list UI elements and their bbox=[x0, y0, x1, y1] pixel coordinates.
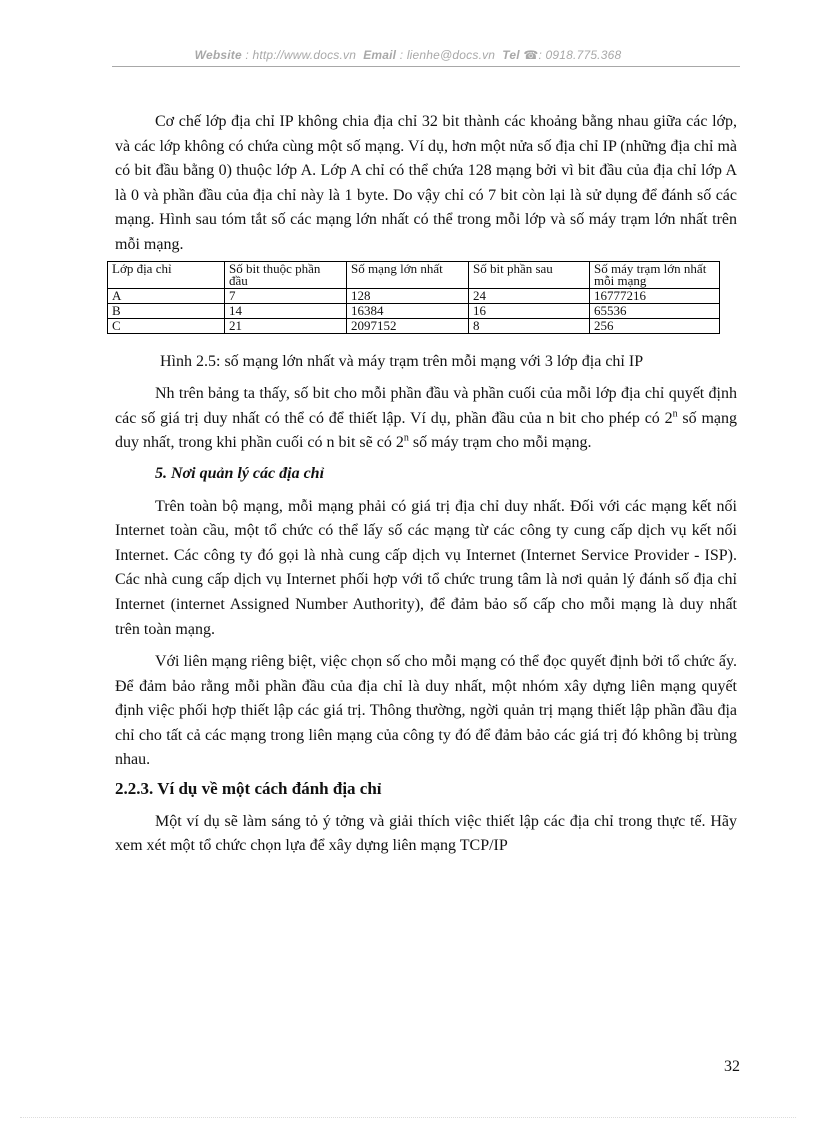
table-cell: 16384 bbox=[347, 303, 469, 318]
table-cell: 7 bbox=[225, 288, 347, 303]
table-cell: 65536 bbox=[590, 303, 720, 318]
table-header-cell: Số máy trạm lớn nhất mỗi mạng bbox=[590, 261, 720, 288]
exponent: n bbox=[403, 433, 409, 445]
ip-class-table bbox=[107, 261, 720, 334]
exponent: n bbox=[672, 408, 678, 420]
table-row bbox=[108, 303, 720, 318]
figure-caption: Hình 2.5: số mạng lớn nhất và máy trạm trên mỗi mạng với 3 lớp địa chỉ IP bbox=[160, 352, 644, 370]
table-cell: 24 bbox=[469, 288, 590, 303]
table-cell: C bbox=[108, 318, 225, 333]
table-cell: 16777216 bbox=[590, 288, 720, 303]
table-row bbox=[108, 288, 720, 303]
table-cell: 16 bbox=[469, 303, 590, 318]
email-label: Email bbox=[363, 48, 397, 62]
paragraph-address-authority: Trên toàn bộ mạng, mỗi mạng phải có giá trị địa chỉ duy nhất. Đối với các mạng kết nối Internet toàn cầu, một tổ chức có thể lấy số các mạng từ các công ty cung cấp dịch vụ kết nối Internet. Các công ty đó gọi là nhà cung cấp dịch vụ Internet (Internet Service Provider - ISP). Các nhà cung cấp dịch vụ Internet phối hợp với tổ chức trung tâm là nơi quản lý đánh số địa chỉ Internet (internet Assigned Number Authority), để đảm bảo số cấp cho mỗi mạng là duy nhất trên toàn mạng. bbox=[115, 497, 737, 638]
table-cell: 14 bbox=[225, 303, 347, 318]
table-cell: 2097152 bbox=[347, 318, 469, 333]
paragraph-text: số mạng duy nhất, trong khi phần cuối có n bit sẽ có 2 bbox=[115, 409, 737, 452]
footer-divider bbox=[20, 1117, 796, 1118]
table-cell: 256 bbox=[590, 318, 720, 333]
tel-label: Tel bbox=[502, 48, 520, 62]
paragraph-bit-count bbox=[115, 382, 737, 456]
table-row bbox=[108, 318, 720, 333]
table-header-cell: Số mạng lớn nhất bbox=[347, 261, 469, 288]
page-content bbox=[112, 110, 737, 859]
paragraph-text: số máy trạm cho mỗi mạng. bbox=[408, 434, 592, 452]
header-divider bbox=[112, 66, 740, 67]
phone-icon: ☎ bbox=[523, 48, 539, 62]
paragraph-example: Một ví dụ sẽ làm sáng tỏ ý tởng và giải thích việc thiết lập các địa chỉ trong thực tế. Hãy xem xét một tổ chức chọn lựa để xây dựng liên mạng TCP/IP bbox=[115, 812, 737, 855]
tel-value: : 0918.775.368 bbox=[538, 48, 622, 62]
page-number: 32 bbox=[724, 1058, 740, 1075]
paragraph-text: Nh trên bảng ta thấy, số bit cho mỗi phần đầu và phần cuối của mỗi lớp địa chỉ quyết định các số giá trị duy nhất có thể có để thiết lập. Ví dụ, phần đầu của n bit cho phép có 2 bbox=[115, 385, 737, 427]
table-header-cell: Lớp địa chỉ bbox=[108, 261, 225, 288]
website-label: Website bbox=[194, 48, 242, 62]
email-value: : lienhe@docs.vn bbox=[399, 48, 496, 62]
section-heading: 5. Nơi quản lý các địa chỉ bbox=[155, 464, 325, 482]
table-cell: 8 bbox=[469, 318, 590, 333]
table-cell: 21 bbox=[225, 318, 347, 333]
website-value: : http://www.docs.vn bbox=[245, 48, 357, 62]
page-header bbox=[0, 48, 816, 62]
table-cell: B bbox=[108, 303, 225, 318]
table-header-row bbox=[108, 261, 720, 288]
paragraph-ip-class-intro: Cơ chế lớp địa chỉ IP không chia địa chỉ 32 bit thành các khoảng bằng nhau giữa các lớp, và các lớp không có chứa cùng một số mạng. Ví dụ, hơn một nửa số địa chỉ IP (những địa chỉ mà có bit đầu bằng 0) thuộc lớp A. Lớp A chỉ có thể chứa 128 mạng bởi vì bit đầu của địa chỉ lớp A là 0 và phần đầu của địa chỉ này là 1 byte. Do vậy chỉ có 7 bit còn lại là sử dụng để đánh số các mạng. Hình sau tóm tắt số các mạng lớn nhất có thể trong mỗi lớp và số máy trạm lớn nhất trên mỗi mạng. bbox=[115, 113, 737, 253]
table-cell: 128 bbox=[347, 288, 469, 303]
table-header-cell: Số bit thuộc phần đầu bbox=[225, 261, 347, 288]
table-cell: A bbox=[108, 288, 225, 303]
paragraph-private-internet: Với liên mạng riêng biệt, việc chọn số cho mỗi mạng có thể đọc quyết định bởi tổ chức ấy. Để đảm bảo rằng mỗi phần đầu của địa chỉ là duy nhất, một nhóm xây dựng liên mạng quyết định việc phối hợp thiết lập các giá trị. Thông thường, ngời quản trị mạng thiết lập phần đầu địa chỉ cho tất cả các mạng trong liên mạng của công ty đó để đảm bảo các giá trị đó không bị trùng nhau. bbox=[115, 653, 737, 769]
table-header-cell: Số bit phần sau bbox=[469, 261, 590, 288]
subsection-heading: 2.2.3. Ví dụ về một cách đánh địa chỉ bbox=[115, 779, 382, 799]
